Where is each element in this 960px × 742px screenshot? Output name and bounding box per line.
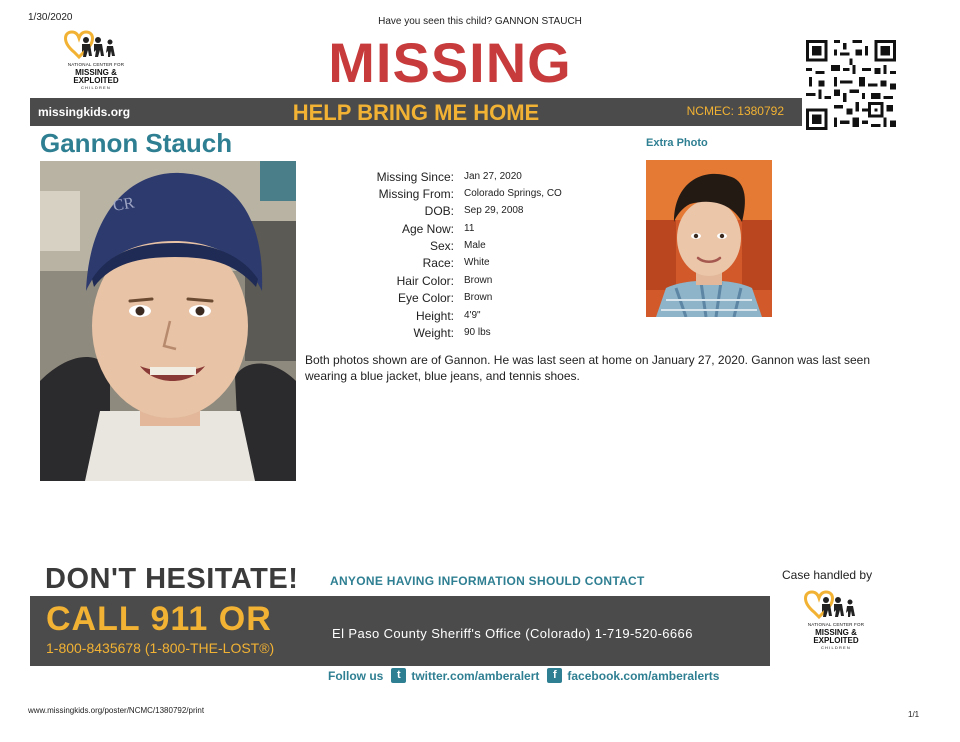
detail-label: Sex: <box>429 239 454 253</box>
call-911: CALL 911 OR <box>46 600 272 638</box>
description: Both photos shown are of Gannon. He was last seen at home on January 27, 2020. Gannon was last seen wearing a blue jacket, blue jeans, and tennis shoes. <box>305 353 871 383</box>
case-number: NCMEC: 1380792 <box>686 104 784 118</box>
logo-line1: NATIONAL CENTER FOR <box>67 62 125 67</box>
twitter-icon: t <box>391 668 406 683</box>
toll-free-number[interactable]: 1-800-8435678 (1-800-THE-LOST®) <box>46 640 275 656</box>
detail-eye-color <box>300 291 630 308</box>
detail-label: Hair Color: <box>396 274 454 288</box>
logo-line1: NATIONAL CENTER FOR <box>807 622 865 627</box>
twitter-link[interactable]: twitter.com/amberalert <box>411 668 540 683</box>
logo-line3: EXPLOITED <box>813 635 859 645</box>
print-title: Have you seen this child? GANNON STAUCH <box>378 16 582 27</box>
detail-value: 11 <box>464 223 475 234</box>
detail-value: 90 lbs <box>464 327 491 338</box>
qr-code[interactable] <box>806 40 896 130</box>
logo-line2: MISSING & <box>815 627 857 637</box>
follow-us <box>328 668 719 683</box>
detail-hair-color <box>300 274 630 291</box>
detail-dob <box>300 204 630 221</box>
missing-heading: MISSING <box>328 31 572 94</box>
footer-url[interactable]: www.missingkids.org/poster/NCMC/1380792/print <box>28 706 205 715</box>
detail-height <box>300 309 630 326</box>
detail-label: Age Now: <box>401 222 454 236</box>
logo-line3: EXPLOITED <box>73 75 119 85</box>
detail-race <box>300 256 630 273</box>
detail-label: DOB: <box>424 204 454 218</box>
detail-label: Race: <box>422 256 454 270</box>
detail-missing-from <box>300 187 630 204</box>
page-number: 1/1 <box>908 710 920 719</box>
detail-value: Brown <box>464 275 493 286</box>
dont-hesitate: DON'T HESITATE! <box>45 563 299 595</box>
logo-line2: MISSING & <box>75 67 117 77</box>
ncmec-logo <box>60 30 132 90</box>
detail-value: White <box>464 257 490 268</box>
contact-banner <box>30 596 770 666</box>
detail-value: Colorado Springs, CO <box>464 188 562 199</box>
detail-weight <box>300 326 630 343</box>
detail-label: Missing From: <box>378 187 454 201</box>
detail-missing-since <box>300 170 630 187</box>
agency-contact: El Paso County Sheriff's Office (Colorado) 1-719-520-6666 <box>332 626 693 641</box>
case-handled-by: Case handled by <box>782 568 873 582</box>
detail-label: Height: <box>415 309 454 323</box>
facebook-icon: f <box>547 668 562 683</box>
help-bring-me-home: HELP BRING ME HOME <box>292 100 540 125</box>
detail-label: Weight: <box>413 326 454 340</box>
detail-value: Male <box>464 240 486 251</box>
child-name: Gannon Stauch <box>40 128 233 158</box>
detail-label: Eye Color: <box>397 291 454 305</box>
detail-value: Jan 27, 2020 <box>464 171 522 182</box>
print-date: 1/30/2020 <box>28 12 73 23</box>
logo-line4: CHILDREN <box>820 644 852 650</box>
follow-label: Follow us <box>328 668 384 683</box>
extra-photo-label: Extra Photo <box>646 137 708 149</box>
main-photo <box>40 161 296 481</box>
detail-label: Missing Since: <box>376 170 454 184</box>
detail-age-now <box>300 222 630 239</box>
detail-value: 4'9" <box>464 310 481 321</box>
site-link[interactable]: missingkids.org <box>38 105 131 119</box>
ncmec-logo-bottom <box>800 590 872 650</box>
detail-value: Sep 29, 2008 <box>464 205 524 216</box>
logo-line4: CHILDREN <box>80 84 112 90</box>
extra-photo <box>646 160 772 317</box>
facebook-link[interactable]: facebook.com/amberalerts <box>567 668 720 683</box>
detail-sex <box>300 239 630 256</box>
detail-value: Brown <box>464 292 493 303</box>
anyone-having-info: ANYONE HAVING INFORMATION SHOULD CONTACT <box>330 574 645 588</box>
help-banner <box>30 98 802 126</box>
svg-text:CR: CR <box>111 194 136 215</box>
